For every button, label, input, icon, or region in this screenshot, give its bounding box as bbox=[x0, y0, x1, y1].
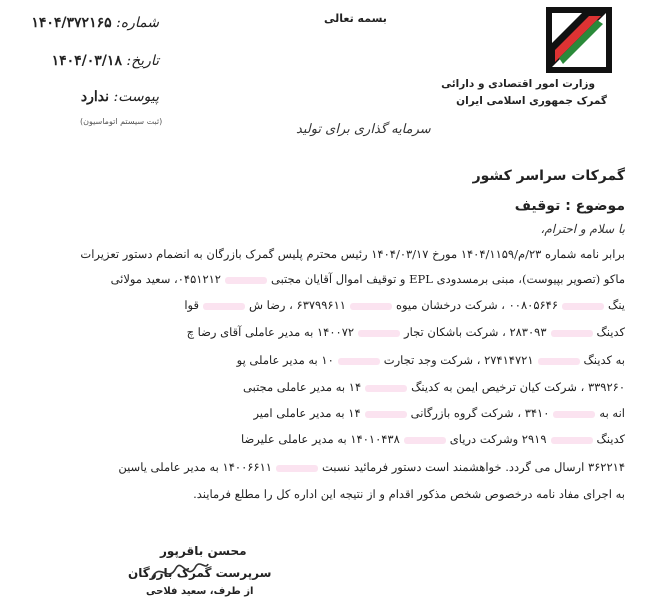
org-name-line2: گمرک جمهوری اسلامی ایران bbox=[456, 95, 607, 107]
number-value: ۱۴۰۴/۳۷۲۱۶۵ bbox=[31, 15, 112, 31]
attachment-label: پیوست: bbox=[113, 89, 159, 105]
subject: موضوع : توقیف bbox=[514, 198, 625, 214]
body-line: انه به۳۴۱۰ ، شرکت گروه بازرگانی۱۴ به مدیر عاملی امیر bbox=[253, 406, 625, 420]
customs-logo-icon bbox=[545, 6, 613, 74]
signer-name: محسن باقرپور bbox=[160, 544, 247, 558]
year-slogan: سرمایه گذاری برای تولید bbox=[296, 122, 431, 137]
body-line: ماکو (تصویر بپیوست)، مبنی برمسدودی EPL و توقیف اموال آقایان مجتبی۰۴۵۱۲۱۲، سعید مولائی bbox=[110, 272, 625, 286]
body-line: کدینگ۲۸۳۰۹۳ ، شرکت باشکان تجار۱۴۰۰۷۲ به مدیر عاملی آقای رضا چ bbox=[186, 325, 625, 339]
attachment-value: ندارد bbox=[80, 89, 109, 105]
recipient: گمرکات سراسر کشور bbox=[472, 168, 625, 184]
body-line: برابر نامه شماره ۲۳/م/۱۴۰۴/۱۱۵۹ مورخ ۱۴۰۴/۰۳/۱۷ رئیس محترم پلیس گمرک بازرگان به انضمام دستور تعزیرات bbox=[80, 247, 625, 261]
greeting: با سلام و احترام، bbox=[540, 222, 625, 236]
letter-number bbox=[25, 15, 159, 31]
date-label: تاریخ: bbox=[126, 53, 159, 69]
number-label: شماره: bbox=[116, 15, 159, 31]
bismillah-heading: بسمه تعالی bbox=[324, 12, 387, 25]
signer-title: سرپرست گمرک بازرگان bbox=[128, 566, 272, 580]
auto-registered-note: (ثبت سیستم اتوماسیون) bbox=[80, 117, 163, 126]
body-line: کدینگ۲۹۱۹ وشرکت دریای۱۴۰۱۰۴۳۸ به مدیر عاملی علیرضا bbox=[240, 432, 625, 446]
body-line: ۳۳۹۲۶۰ ، شرکت کیان ترخیص ایمن به کدینگ۱۴ به مدیر عاملی مجتبی bbox=[243, 380, 625, 394]
body-line: ینگ۰۰۸۰۵۶۴۶ ، شرکت درخشان میوه۶۳۷۹۹۶۱۱ ، رضا شقوا bbox=[184, 298, 625, 312]
date-value: ۱۴۰۴/۰۳/۱۸ bbox=[51, 53, 122, 69]
letter-date bbox=[46, 53, 159, 69]
body-line: به اجرای مفاد نامه درخصوص شخص مذکور اقدام و از نتیجه این اداره کل را مطلع فرمایند. bbox=[193, 487, 625, 501]
body-line: ۳۶۲۲۱۴ ارسال می گردد. خواهشمند است دستور فرمائید نسبت۱۴۰۰۶۶۱۱ به مدیر عاملی یاسین bbox=[118, 460, 625, 474]
org-name-line1: وزارت امور اقتصادی و دارائی bbox=[441, 78, 595, 90]
body-line: به کدینگ۲۷۴۱۴۷۲۱ ، شرکت وجد تجارت۱۰ به مدیر عاملی پو bbox=[236, 353, 625, 367]
letter-attachment bbox=[75, 89, 159, 105]
signed-by: از طرف، سعید فلاحی bbox=[146, 586, 254, 597]
signature-scribble-icon bbox=[150, 556, 210, 586]
